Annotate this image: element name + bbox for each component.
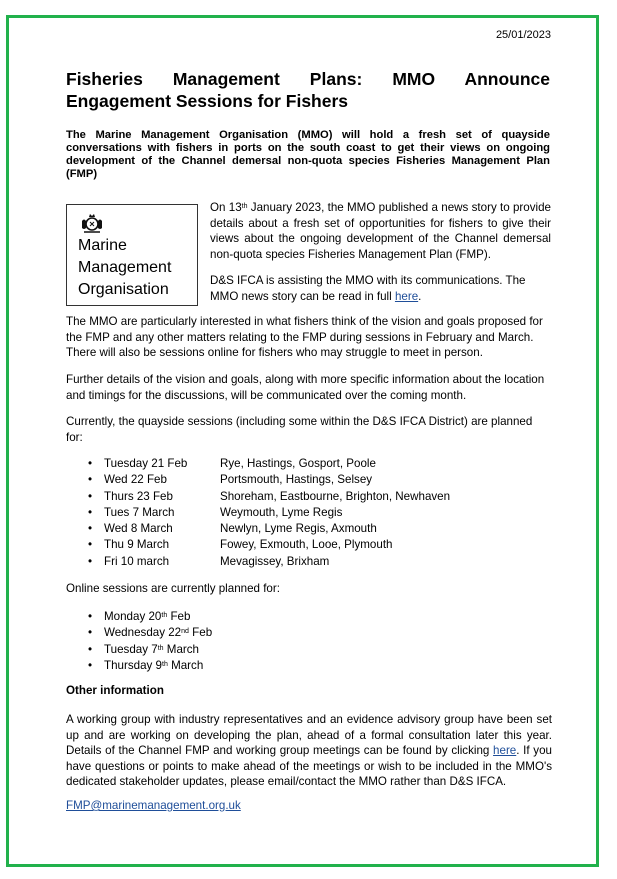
lead-paragraph: The Marine Management Organisation (MMO) will hold a fresh set of quayside conversations with fishers in ports on the south coast to get their views on ongoing development of the Channel demersal non-quota species Fisheries Management Plan (FMP): [66, 129, 550, 180]
list-item: • Wednesday 22nd Feb: [88, 625, 538, 641]
list-item: • Thu 9 March Fowey, Exmouth, Looe, Plymouth: [88, 537, 538, 553]
email-link[interactable]: FMP@marinemanagement.org.uk: [66, 799, 241, 812]
list-item: • Tuesday 21 Feb Rye, Hastings, Gosport, Poole: [88, 456, 538, 472]
logo-text-line2: Management: [78, 259, 172, 276]
list-item: • Thursday 9th March: [88, 658, 538, 674]
online-intro: Online sessions are currently planned for:: [66, 582, 280, 595]
other-information-heading: Other information: [66, 684, 164, 697]
interest-paragraph: The MMO are particularly interested in what fishers think of the vision and goals proposed for the FMP and any other matters relating to the FMP during sessions in February and March. There will also be sessions online for fishers who may struggle to meet in person.: [66, 315, 543, 359]
page-title: Fisheries Management Plans: MMO Announce Engagement Sessions for Fishers: [66, 69, 550, 111]
mmo-logo: [66, 204, 198, 306]
list-item: • Wed 8 March Newlyn, Lyme Regis, Axmouth: [88, 521, 538, 537]
list-item: • Fri 10 march Mevagissey, Brixham: [88, 554, 538, 570]
list-item: • Tues 7 March Weymouth, Lyme Regis: [88, 505, 538, 521]
news-story-link[interactable]: here: [394, 289, 419, 303]
currently-paragraph: Currently, the quayside sessions (including some within the D&S IFCA District) are planned for:: [66, 415, 533, 444]
document-date: 25/01/2023: [495, 29, 551, 41]
list-item: • Wed 22 Feb Portsmouth, Hastings, Selsey: [88, 472, 538, 488]
quayside-sessions-list: [88, 456, 538, 570]
online-sessions-list: [88, 609, 538, 674]
further-paragraph: Further details of the vision and goals, along with more specific information about the location and timings for the discussions, will be communicated over the coming month.: [66, 373, 545, 402]
intro-paragraph: On 13th January 2023, the MMO published a news story to provide details about a fresh set of opportunities for fishers to give their views about the ongoing development of the Channel demersal non-quota species Fisheries Management Plan (FMP).: [210, 201, 551, 261]
channel-fmp-link[interactable]: here: [493, 744, 517, 757]
assist-paragraph: D&S IFCA is assisting the MMO with its communications. The MMO news story can be read in full here.: [210, 274, 526, 303]
list-item: • Thurs 23 Feb Shoreham, Eastbourne, Brighton, Newhaven: [88, 489, 538, 505]
list-item: • Monday 20th Feb: [88, 609, 538, 625]
list-item: • Tuesday 7th March: [88, 642, 538, 658]
royal-crest-icon: [79, 211, 105, 235]
logo-text-line3: Organisation: [78, 281, 169, 298]
logo-text-line1: Marine: [78, 237, 127, 254]
other-information-paragraph: A working group with industry representatives and an evidence advisory group have been set up and are working on developing the plan, ahead of a formal consultation later this year. Details of the Channel FMP and working group meetings can be found by clicking here. If you have questions or points to make ahead of the meetings or wish to be included in the MMO's dedicated stakeholder updates, please email/contact the MMO rather than D&S IFCA.: [66, 713, 552, 788]
